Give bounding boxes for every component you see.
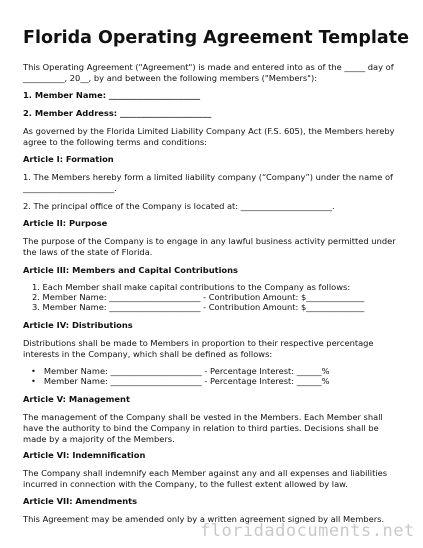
article-3-item-3: 3. Member Name: ______________________ - Contribution Amount: $______________ bbox=[32, 302, 365, 312]
governed-line-1: As governed by the Florida Limited Liability Company Act (F.S. 605), the Members hereby bbox=[23, 126, 395, 136]
article-1-p1-line-1: 1. The Members hereby form a limited liability company (“Company”) under the name of bbox=[23, 172, 393, 182]
article-5-line-2: have the authority to bind the Company in relation to third parties. Decisions shall be bbox=[23, 423, 379, 433]
article-4-bullet-2 bbox=[31, 376, 330, 387]
intro-line-1: This Operating Agreement ("Agreement") is made and entered into as of the _____ day of bbox=[23, 62, 394, 72]
article-1-p1-line-2: ______________________. bbox=[23, 183, 117, 193]
bullet-icon: • bbox=[31, 376, 44, 386]
article-4-line-1: Distributions shall be made to Members in proportion to their respective percentage bbox=[23, 338, 374, 348]
bullet-text: Member Name: ______________________ - Percentage Interest: ______% bbox=[43, 376, 330, 386]
document-title: Florida Operating Agreement Template bbox=[23, 28, 409, 48]
watermark: floridadocuments.net bbox=[200, 521, 415, 541]
governed-line-2: agree to the following terms and conditions: bbox=[23, 137, 207, 147]
article-2-line-2: the laws of the state of Florida. bbox=[23, 247, 153, 257]
member-address-field: 2. Member Address: ______________________ bbox=[23, 108, 212, 118]
article-1-p2: 2. The principal office of the Company is located at: ______________________. bbox=[23, 201, 335, 211]
article-3-heading: Article III: Members and Capital Contributions bbox=[23, 265, 238, 275]
bullet-text: Member Name: ______________________ - Percentage Interest: ______% bbox=[43, 366, 330, 376]
article-2-heading: Article II: Purpose bbox=[23, 218, 108, 228]
article-2-line-1: The purpose of the Company is to engage in any lawful business activity permitted under bbox=[23, 236, 396, 246]
article-5-heading: Article V: Management bbox=[23, 394, 130, 404]
intro-line-2: __________, 20__, by and between the following members ("Members"): bbox=[23, 73, 318, 83]
article-7-line-1: This Agreement may be amended only by a written agreement signed by all Members. bbox=[23, 514, 385, 524]
article-4-heading: Article IV: Distributions bbox=[23, 320, 133, 330]
article-6-line-1: The Company shall indemnify each Member against any and all expenses and liabilities bbox=[23, 468, 388, 478]
article-5-line-1: The management of the Company shall be vested in the Members. Each Member shall bbox=[23, 412, 383, 422]
bullet-icon: • bbox=[31, 366, 44, 376]
article-7-heading: Article VII: Amendments bbox=[23, 496, 138, 506]
article-5-line-3: made by a majority of the Members. bbox=[23, 434, 175, 444]
article-6-heading: Article VI: Indemnification bbox=[23, 450, 146, 460]
article-6-line-2: incurred in connection with the Company, to the fullest extent allowed by law. bbox=[23, 479, 348, 489]
article-1-heading: Article I: Formation bbox=[23, 154, 114, 164]
article-3-item-2: 2. Member Name: ______________________ - Contribution Amount: $______________ bbox=[32, 292, 365, 302]
article-4-line-2: interests in the Company, which shall be defined as follows: bbox=[23, 349, 273, 359]
article-3-item-1: 1. Each Member shall make capital contributions to the Company as follows: bbox=[32, 282, 351, 292]
member-name-field: 1. Member Name: ______________________ bbox=[23, 90, 201, 100]
